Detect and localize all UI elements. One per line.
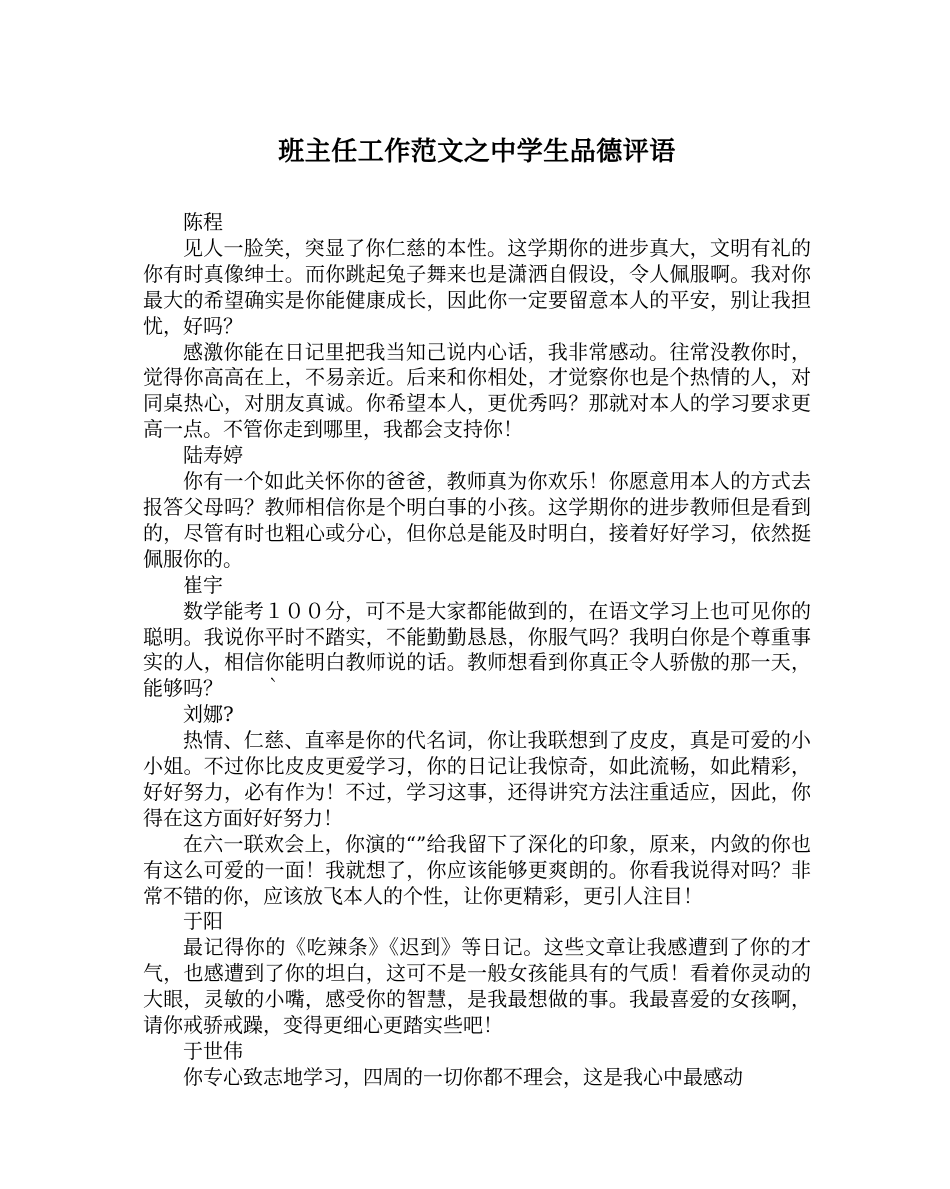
student-name: 刘娜? — [183, 702, 234, 727]
student-name: 崔宇 — [183, 572, 223, 597]
document-body — [143, 210, 811, 1091]
comment-paragraph: 你有一个如此关怀你的爸爸，教师真为你欢乐！你愿意用本人的方式去报答父母吗？教师相信你是个明白事的小孩。这学期你的进步教师但是看到的，尽管有时也粗心或分心，但你总是能及时明白，接着好好学习，依然挺佩服你的。 — [143, 469, 811, 571]
comment-paragraph: 数学能考１００分，可不是大家都能做到的，在语文学习上也可见你的聪明。我说你平时不踏实，不能勤勤恳恳，你服气吗？我明白你是个尊重事实的人，相信你能明白教师说的话。教师想看到你真正令人骄傲的那一天，能够吗？ ｀ — [143, 598, 811, 701]
comment-paragraph: 见人一脸笑，突显了你仁慈的本性。这学期你的进步真大，文明有礼的你有时真像绅士。而你跳起兔子舞来也是潇洒自假设，令人佩服啊。我对你最大的希望确实是你能健康成长，因此你一定要留意本人的平安，别让我担忧，好吗？ — [143, 235, 811, 338]
student-name: 于阳 — [183, 909, 223, 934]
comment-paragraph: 感激你能在日记里把我当知己说内心话，我非常感动。往常没教你时，觉得你高高在上，不易亲近。后来和你相处，才觉察你也是个热情的人，对同桌热心，对朋友真诚。你希望本人，更优秀吗？那就对本人的学习要求更高一点。不管你走到哪里，我都会支持你！ — [143, 339, 811, 442]
comment-paragraph: 最记得你的《吃辣条》《迟到》等日记。这些文章让我感遭到了你的才气，也感遭到了你的坦白，这可不是一般女孩能具有的气质！看着你灵动的大眼，灵敏的小嘴，感受你的智慧，是我最想做的事。我最喜爱的女孩啊，请你戒骄戒躁，变得更细心更踏实些吧！ — [143, 935, 811, 1038]
comment-paragraph: 在六一联欢会上，你演的“”给我留下了深化的印象，原来，内敛的你也有这么可爱的一面！我就想了，你应该能够更爽朗的。你看我说得对吗？非常不错的你，应该放飞本人的个性，让你更精彩，更引人注目！ — [143, 831, 811, 908]
document-title: 班主任工作范文之中学生品德评语 — [278, 137, 676, 167]
comment-paragraph: 你专心致志地学习，四周的一切你都不理会，这是我心中最感动 — [183, 1064, 743, 1089]
comment-paragraph: 热情、仁慈、直率是你的代名词，你让我联想到了皮皮，真是可爱的小小姐。不过你比皮皮更爱学习，你的日记让我惊奇，如此流畅，如此精彩，好好努力，必有作为！不过，学习这事，还得讲究方法注重适应，因此，你得在这方面好好努力！ — [143, 728, 811, 830]
student-name: 陈程 — [183, 210, 223, 234]
student-name: 于世伟 — [183, 1039, 243, 1063]
student-name: 陆寿婷 — [183, 443, 243, 468]
